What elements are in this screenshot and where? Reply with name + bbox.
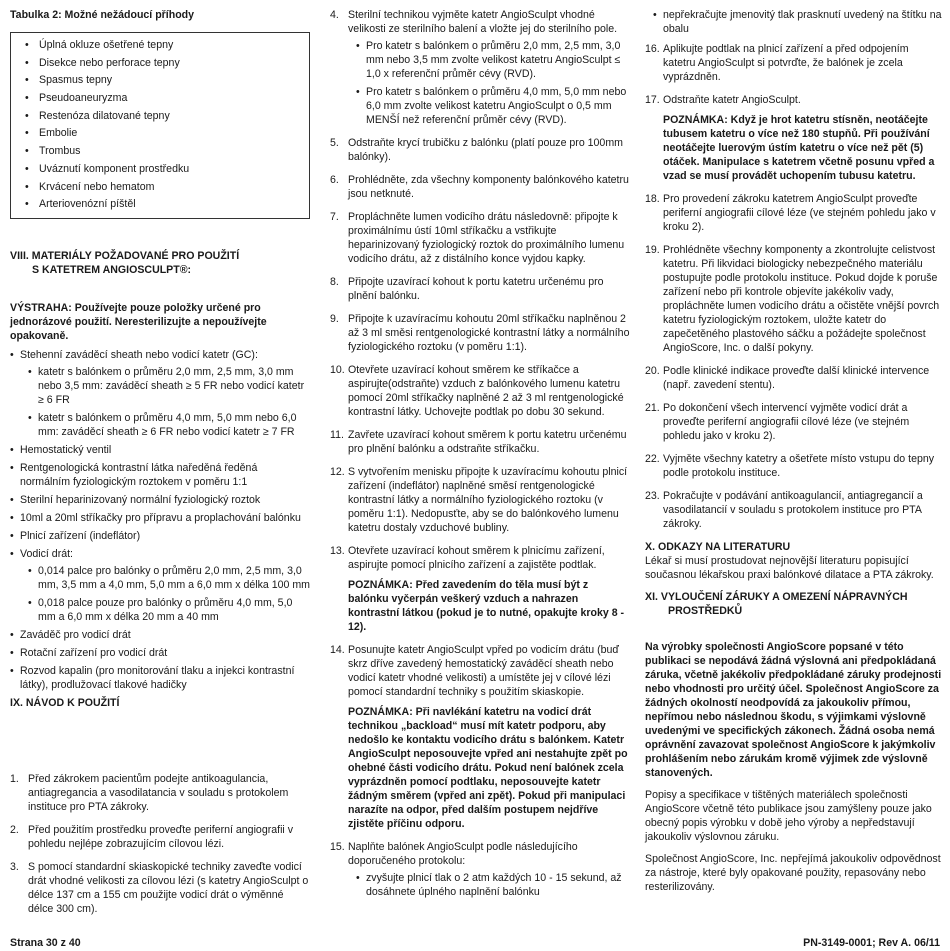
step-number: 18.: [645, 193, 660, 205]
step-subitem: • zvyšujte plnicí tlak o 2 atm každých 10 - 15 sekund, až dosáhnete úplného naplnění balónku: [348, 871, 630, 899]
disclaimer-p3: Společnost AngioScore, Inc. nepřejímá jakoukoliv odpovědnost za nástroje, které byly opakované použity, repasovány nebo resterilizovány.: [645, 853, 941, 893]
step-item: [10, 772, 310, 814]
step-number: 9.: [330, 313, 339, 325]
step-item: [330, 312, 630, 354]
materials-list: [10, 348, 310, 692]
step-text: Prohlédněte, zda všechny komponenty balónkového katetru jsou netknuté.: [348, 174, 629, 200]
step-number: 22.: [645, 453, 660, 465]
step-text: Pro provedení zákroku katetrem AngioSculpt proveďte periferní angiografii cílové léze (ve stejném pohledu jako v kroku 2).: [663, 193, 936, 233]
step-number: 8.: [330, 276, 339, 288]
step-item: [330, 136, 630, 164]
step-text: Prohlédněte všechny komponenty a zkontrolujte celistvost katetru. Při likvidaci biologicky nebezpečného materiálu postupujte podle protokolu instituce. Pokud dojde k poruše zařízení nebo při kontrole objevíte jakékoliv vady, propláchněte lumen vodicího drátu a očistěte vnější povrch katetru fyziologickým roztokem, uložte katetr do zapečetěného plastového sáčku a požádejte společnost AngioScore, Inc. o další pokyny.: [663, 244, 940, 354]
step-item: [645, 42, 942, 84]
step-15-continued: [645, 8, 942, 36]
step-item: [330, 8, 630, 127]
step-note: POZNÁMKA: Když je hrot katetru stísněn, neotáčejte tubusem katetru o více než 180 stupňů. Při používání neotáčejte luerovým ústím katetru o více než pět (5) otáček. Manipulace s katetrem včetně posunu vpřed a vzad se musí provádět uchopením tubusu katetru.: [663, 114, 935, 182]
material-text: Stehenní zaváděcí sheath nebo vodicí katetr (GC):: [20, 348, 258, 361]
material-text: 10ml a 20ml stříkačky pro přípravu a proplachování balónku: [20, 511, 301, 524]
adverse-event-item: • Restenóza dilatované tepny: [25, 109, 309, 123]
adverse-event-item: • Pseudoaneuryzma: [25, 91, 309, 105]
step-item: [645, 489, 942, 531]
material-item: [10, 348, 310, 439]
adverse-event-item: • Embolie: [25, 126, 309, 140]
step-number: 13.: [330, 545, 345, 557]
material-subitem: • katetr s balónkem o průměru 4,0 mm, 5,0 mm nebo 6,0 mm: zaváděcí sheath ≥ 6 FR nebo vodicí katetr ≥ 7 FR: [20, 411, 310, 439]
step-item: [645, 364, 942, 392]
step-text: Sterilní technikou vyjměte katetr AngioSculpt vhodné velikosti ze sterilního balení a vložte jej do sterilního pole.: [348, 9, 618, 35]
step-number: 14.: [330, 644, 345, 656]
step-item: [645, 452, 942, 480]
step-number: 12.: [330, 466, 345, 478]
material-item: [10, 529, 310, 543]
section-11-heading-line2: PROSTŘEDKŮ: [668, 605, 743, 617]
disclaimer-p2: Popisy a specifikace v tištěných materiálech společnosti AngioScore včetně této publikace jsou zamýšleny pouze jako obecný popis výrobku v době jeho výroby a nepředstavují jakoukoliv výslovnou záruku.: [645, 789, 932, 843]
steps-list-1: [10, 772, 310, 916]
section-10-heading: X. ODKAZY NA LITERATURU: [645, 541, 791, 553]
adverse-event-item: • Spasmus tepny: [25, 73, 309, 87]
step-number: 1.: [10, 772, 19, 785]
step-text: Propláchněte lumen vodicího drátu následovně: připojte k proximálnímu ústí 10ml stříkačku a vstřikujte heparinizovaný fyziologický roztok do proximálního lumenu vodicího drátu, až z distálního konce vyjdou kapky.: [348, 211, 625, 265]
material-subitem: • 0,014 palce pro balónky o průměru 2,0 mm, 2,5 mm, 3,0 mm, 3,5 mm a 4,0 mm, 5,0 mm a 6,0 mm x délka 100 mm: [20, 564, 310, 592]
warning-text: VÝSTRAHA: Používejte pouze položky určené pro jednorázové použití. Neresterilizujte a nepoužívejte opakovaně.: [10, 301, 267, 342]
step-text: Před zákrokem pacientům podejte antikoagulancia, antiagregancia a vasodilatancia v souladu s protokolem instituce pro PTA zákroky.: [28, 772, 289, 813]
section-8-heading: [10, 249, 310, 277]
step-subitem: • Pro katetr s balónkem o průměru 2,0 mm, 2,5 mm, 3,0 mm nebo 3,5 mm zvolte velikost katetru AngioSculpt ≤ 1,0 x referenční průměr cévy (RVD).: [348, 39, 630, 81]
step-text: Naplňte balónek AngioSculpt podle následujícího doporučeného protokolu:: [348, 841, 578, 867]
step-text: S pomocí standardní skiaskopické techniky zaveďte vodicí drát vhodné velikosti za cílovou lézi (s katetry AngioSculpt o délce 137 cm a 155 cm použijte vodicí drát o výměnné délce 300 cm).: [28, 860, 309, 915]
step-item: [645, 93, 942, 183]
column-left: [10, 8, 310, 925]
material-text: Hemostatický ventil: [20, 443, 112, 456]
material-subitem: • katetr s balónkem o průměru 2,0 mm, 2,5 mm, 3,0 mm nebo 3,5 mm: zaváděcí sheath ≥ 5 FR nebo vodicí katetr ≥ 6 FR: [20, 365, 310, 407]
column-right: [645, 8, 942, 902]
material-text: Rozvod kapalin (pro monitorování tlaku a injekci kontrastní látky), prodlužovací tlakové hadičky: [20, 664, 295, 691]
step-text: Pokračujte v podávání antikoagulancií, antiagregancií a vasodilatancií v souladu s protokolem instituce pro PTA zákroky.: [663, 490, 923, 530]
document-id: PN-3149-0001; Rev A. 06/11: [803, 937, 940, 949]
step-item: [330, 173, 630, 201]
material-item: [10, 628, 310, 642]
section-11-heading-line1: XI. VYLOUČENÍ ZÁRUKY A OMEZENÍ NÁPRAVNÝCH: [645, 591, 908, 603]
step-number: 4.: [330, 9, 339, 21]
step-item: [330, 465, 630, 535]
adverse-event-item: • Arteriovenózní píštěl: [25, 197, 309, 211]
material-sublist: [20, 365, 310, 439]
step-item: [330, 643, 630, 831]
material-item: [10, 461, 310, 489]
step-text: Připojte uzavírací kohout k portu katetru určenému pro plnění balónku.: [348, 276, 604, 302]
table-title: Tabulka 2: Možné nežádoucí příhody: [10, 9, 195, 21]
adverse-event-item: • Disekce nebo perforace tepny: [25, 56, 309, 70]
material-text: Plnicí zařízení (indeflátor): [20, 529, 141, 542]
step-text: Po dokončení všech intervencí vyjměte vodicí drát a proveďte periferní angiografii cílové léze (ve stejném pohledu jako v kroku 2).: [663, 402, 910, 442]
adverse-event-item: • Krvácení nebo hematom: [25, 180, 309, 194]
step-number: 17.: [645, 94, 660, 106]
step-item: [330, 840, 630, 899]
step-item: [330, 210, 630, 266]
step-number: 11.: [330, 429, 344, 441]
material-item: [10, 646, 310, 660]
step-number: 10.: [330, 364, 345, 376]
step-text: Odstraňte katetr AngioSculpt.: [663, 94, 801, 106]
step-text: Otevřete uzavírací kohout směrem ke stříkačce a aspirujte(odstraňte) vzduch z balónkového lumenu katetru pomocí 20ml stříkačky naplněné 2 až 3 ml rentgenologické kontrastní látky. Uchovejte podtlak po dobu 30 sekund.: [348, 364, 624, 418]
step-text: Zavřete uzavírací kohout směrem k portu katetru určenému pro plnění balónku a odstraňte stříkačku.: [348, 429, 627, 455]
material-text: Vodicí drát:: [20, 547, 73, 560]
step-number: 3.: [10, 860, 19, 873]
section-10-text: Lékař si musí prostudovat nejnovější literaturu popisující současnou lékařskou praxi balónkové dilatace a PTA zákroky.: [645, 555, 934, 581]
adverse-events-list: [11, 38, 309, 211]
section-9-heading: IX. NÁVOD K POUŽITÍ: [10, 696, 120, 709]
adverse-events-box: [10, 32, 310, 219]
step-text: Posunujte katetr AngioSculpt vpřed po vodicím drátu (buď skrz dříve zavedený hemostatický zaváděcí sheath nebo vodicí katetr vhodné velikosti) a umístěte jej v cílové lézi pomocí standardní techniky s použitím skiaskopie.: [348, 644, 619, 698]
material-sublist: [20, 564, 310, 624]
step-number: 15.: [330, 841, 345, 853]
step-text: S vytvořením menisku připojte k uzavíracímu kohoutu plnicí zařízení (indeflátor) naplněné směsí rentgenologické kontrastní látky a normálního fyziologického roztoku (v poměru 1:1). Nedopusťte, aby se do balónkového lumenu katetru dostaly vzduchové bubliny.: [348, 466, 628, 534]
step-number: 23.: [645, 490, 660, 502]
step-subitem: • Pro katetr s balónkem o průměru 4,0 mm, 5,0 mm nebo 6,0 mm zvolte velikost katetru AngioSculpt o 0,5 mm MENŠÍ než referenční průměr cévy (RVD).: [348, 85, 630, 127]
material-text: Zaváděč pro vodicí drát: [20, 628, 131, 641]
step-number: 19.: [645, 244, 660, 256]
step-item: [330, 363, 630, 419]
step-text: Aplikujte podtlak na plnicí zařízení a před odpojením katetru AngioSculpt si potvrďte, že balónek je zcela vyprázdněn.: [663, 43, 909, 83]
step-sublist: [348, 39, 630, 127]
steps-list-3: [645, 42, 942, 531]
step-number: 21.: [645, 402, 660, 414]
step-text: Před použitím prostředku proveďte periferní angiografii v pohledu nejlépe zobrazujícím cílovou lézi.: [28, 823, 294, 850]
material-item: [10, 664, 310, 692]
section-8-heading-line1: VIII. MATERIÁLY POŽADOVANÉ PRO POUŽITÍ: [10, 249, 240, 262]
adverse-event-item: • Trombus: [25, 144, 309, 158]
material-text: Sterilní heparinizovaný normální fyziologický roztok: [20, 493, 261, 506]
step-item: [330, 544, 630, 634]
step-item: [330, 275, 630, 303]
step-text: Odstraňte krycí trubičku z balónku (platí pouze pro 100mm balónky).: [348, 137, 623, 163]
page-number: Strana 30 z 40: [10, 937, 81, 949]
material-item: [10, 443, 310, 457]
step-text: Podle klinické indikace proveďte další klinické intervence (např. zavedení stentu).: [663, 365, 930, 391]
step-text: Vyjměte všechny katetry a ošetřete místo vstupu do tepny podle protokolu instituce.: [663, 453, 935, 479]
step-item: [645, 243, 942, 355]
step-number: 2.: [10, 823, 19, 836]
step-text: Připojte k uzavíracímu kohoutu 20ml stříkačku naplněnou 2 až 3 ml směsi rentgenologické kontrastní látky a normálního fyziologického roztoku (v poměru 1:1).: [348, 313, 630, 353]
material-item: [10, 511, 310, 525]
step-item: [645, 192, 942, 234]
step-item: [10, 823, 310, 851]
step-item: [330, 428, 630, 456]
adverse-event-item: • Uváznutí komponent prostředku: [25, 162, 309, 176]
adverse-event-item: • Úplná okluze ošetřené tepny: [25, 38, 309, 52]
step-sublist: [348, 871, 630, 899]
material-text: Rotační zařízení pro vodicí drát: [20, 646, 168, 659]
step-note: POZNÁMKA: Před zavedením do těla musí být z balónku vyčerpán veškerý vzduch a nahrazen kontrastní látkou (pokud je to nutné, opakujte kroky 8 - 12).: [348, 579, 625, 633]
step-number: 5.: [330, 137, 339, 149]
step-number: 6.: [330, 174, 339, 186]
step-item: [10, 860, 310, 916]
material-text: Rentgenologická kontrastní látka naředěná ředěná normálním fyziologickým roztokem v poměru 1:1: [20, 461, 258, 488]
step-text: Otevřete uzavírací kohout směrem k plnicímu zařízení, aspirujte pomocí plnicího zařízení a zajistěte podtlak.: [348, 545, 605, 571]
step-subitem: • nepřekračujte jmenovitý tlak prasknutí uvedený na štítku na obalu: [645, 8, 942, 36]
material-item: [10, 493, 310, 507]
step-number: 20.: [645, 365, 660, 377]
step-number: 7.: [330, 211, 339, 223]
section-8-heading-line2: S KATETREM ANGIOSCULPT®:: [32, 263, 192, 276]
material-item: [10, 547, 310, 624]
steps-list-2: [330, 8, 630, 899]
step-number: 16.: [645, 43, 660, 55]
step-note: POZNÁMKA: Při navlékání katetru na vodicí drát technikou „backload“ musí mít katetr podporu, aby nedošlo ke kontaktu vodicího drátu s balónkem. Katetr AngioSculpt neposouvejte vpřed ani nestahujte zpět po ohebné části vodicího drátu. Pokud není balónek zcela vyprázdněn pomocí podtlaku, neposouvejte katetr žádným směrem (vpřed ani zpět). Pokud při manipulaci narazíte na odpor, před dalším postupem nejdříve zjistěte příčinu odporu.: [348, 706, 628, 830]
disclaimer-bold: Na výrobky společnosti AngioScore popsané v této publikaci se nepodává žádná výslovná ani předpokládaná záruka, včetně jakékoliv předpokládané záruky prodejnosti nebo vhodnosti pro určitý účel. Společnost AngioScore za žádných okolností neodpovídá za jakoukoliv přímou, nepřímou nebo následnou škodu, s výjimkami výslovně uvedenými ve specifických zákonech. Žádná osoba nemá oprávnění zavazovat společnost AngioScore k jakýmkoliv prohlášením nebo zárukám kromě výjimek zde výslovně stanovených.: [645, 641, 942, 779]
column-middle: [330, 8, 630, 908]
step-item: [645, 401, 942, 443]
material-subitem: • 0,018 palce pouze pro balónky o průměru 4,0 mm, 5,0 mm a 6,0 mm x délka 20 mm a 40 mm: [20, 596, 310, 624]
